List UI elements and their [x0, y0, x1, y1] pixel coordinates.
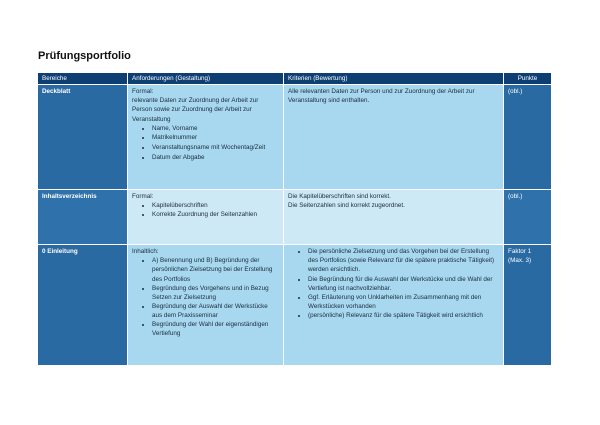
list-item: • Name, Vorname [152, 124, 279, 133]
list-item: • Die Begründung für die Auswahl der Werkstücke und die Wahl der Vertiefung ist nachvollziehbar. [308, 275, 499, 293]
portfolio-table [37, 72, 552, 366]
requirements-intro: Inhaltlich: [132, 248, 159, 256]
list-item: • Kapitelüberschriften [152, 201, 279, 210]
requirements-cell [128, 190, 284, 245]
table-row [38, 190, 552, 245]
points-cell: (obl.) [504, 190, 552, 245]
criteria-line: Die Kapitelüberschriften sind korrekt. [288, 193, 391, 201]
points-cell [504, 245, 552, 366]
requirements-intro: Formal: [132, 193, 154, 201]
list-item: • Begründung der Wahl der eigenständigen Vertiefung [152, 320, 279, 338]
points-cell: (obl.) [504, 85, 552, 190]
column-header-points: Punkte [504, 73, 552, 85]
requirements-intro: Formal: [132, 88, 154, 96]
list-item: • (persönliche) Relevanz für die spätere Tätigkeit wird ersichtlich [308, 311, 499, 320]
row-area-label: 0 Einleitung [38, 245, 128, 366]
column-header-criteria: Kriterien (Bewertung) [284, 73, 504, 85]
requirements-text: relevante Daten zur Zuordnung der Arbeit zur Person sowie zur Zuordnung der Arbeit zur Veranstaltung [132, 97, 259, 123]
requirements-cell [128, 85, 284, 190]
list-item: • Ggf. Erläuterung von Unklarheiten im Zusammenhang mit den Werkstücken vorhanden [308, 293, 499, 311]
row-area-label: Inhaltsverzeichnis [38, 190, 128, 245]
points-max: (Max. 3) [508, 257, 532, 265]
points-factor: Faktor 1 [508, 248, 532, 256]
criteria-line: Die Seitenzahlen sind korrekt zugeordnet. [288, 202, 405, 210]
list-item: • Korrekte Zuordnung der Seitenzahlen [152, 210, 279, 219]
criteria-list [288, 247, 499, 320]
list-item: • A) Benennung und B) Begründung der persönlichen Zielsetzung bei der Erstellung des Portfolios [152, 256, 279, 283]
table-row [38, 245, 552, 366]
requirements-list [132, 201, 279, 219]
page-title: Prüfungsportfolio [38, 50, 131, 62]
list-item: • Begründung des Vorgehens und in Bezug Setzen zur Zielsetzung [152, 284, 279, 302]
column-header-area: Bereiche [38, 73, 128, 85]
table-row [38, 85, 552, 190]
requirements-list [132, 256, 279, 338]
criteria-cell [284, 245, 504, 366]
criteria-text: Alle relevanten Daten zur Person und zur Zuordnung der Arbeit zur Veranstaltung sind enthalten. [288, 88, 475, 105]
criteria-cell [284, 85, 504, 190]
list-item: • Veranstaltungsname mit Wochentag/Zeit [152, 143, 279, 152]
list-item: • Die persönliche Zielsetzung und das Vorgehen bei der Erstellung des Portfolios (sowie Relevanz für die spätere praktische Tätigkeit) werden ersichtlich. [308, 247, 499, 274]
requirements-cell [128, 245, 284, 366]
column-header-requirements: Anforderungen (Gestaltung) [128, 73, 284, 85]
criteria-cell [284, 190, 504, 245]
list-item: • Begründung der Auswahl der Werkstücke aus dem Praxisseminar [152, 302, 279, 320]
list-item: • Datum der Abgabe [152, 153, 279, 162]
table-header-row [38, 73, 552, 85]
requirements-list [132, 124, 279, 162]
list-item: • Matrikelnummer [152, 133, 279, 142]
row-area-label: Deckblatt [38, 85, 128, 190]
